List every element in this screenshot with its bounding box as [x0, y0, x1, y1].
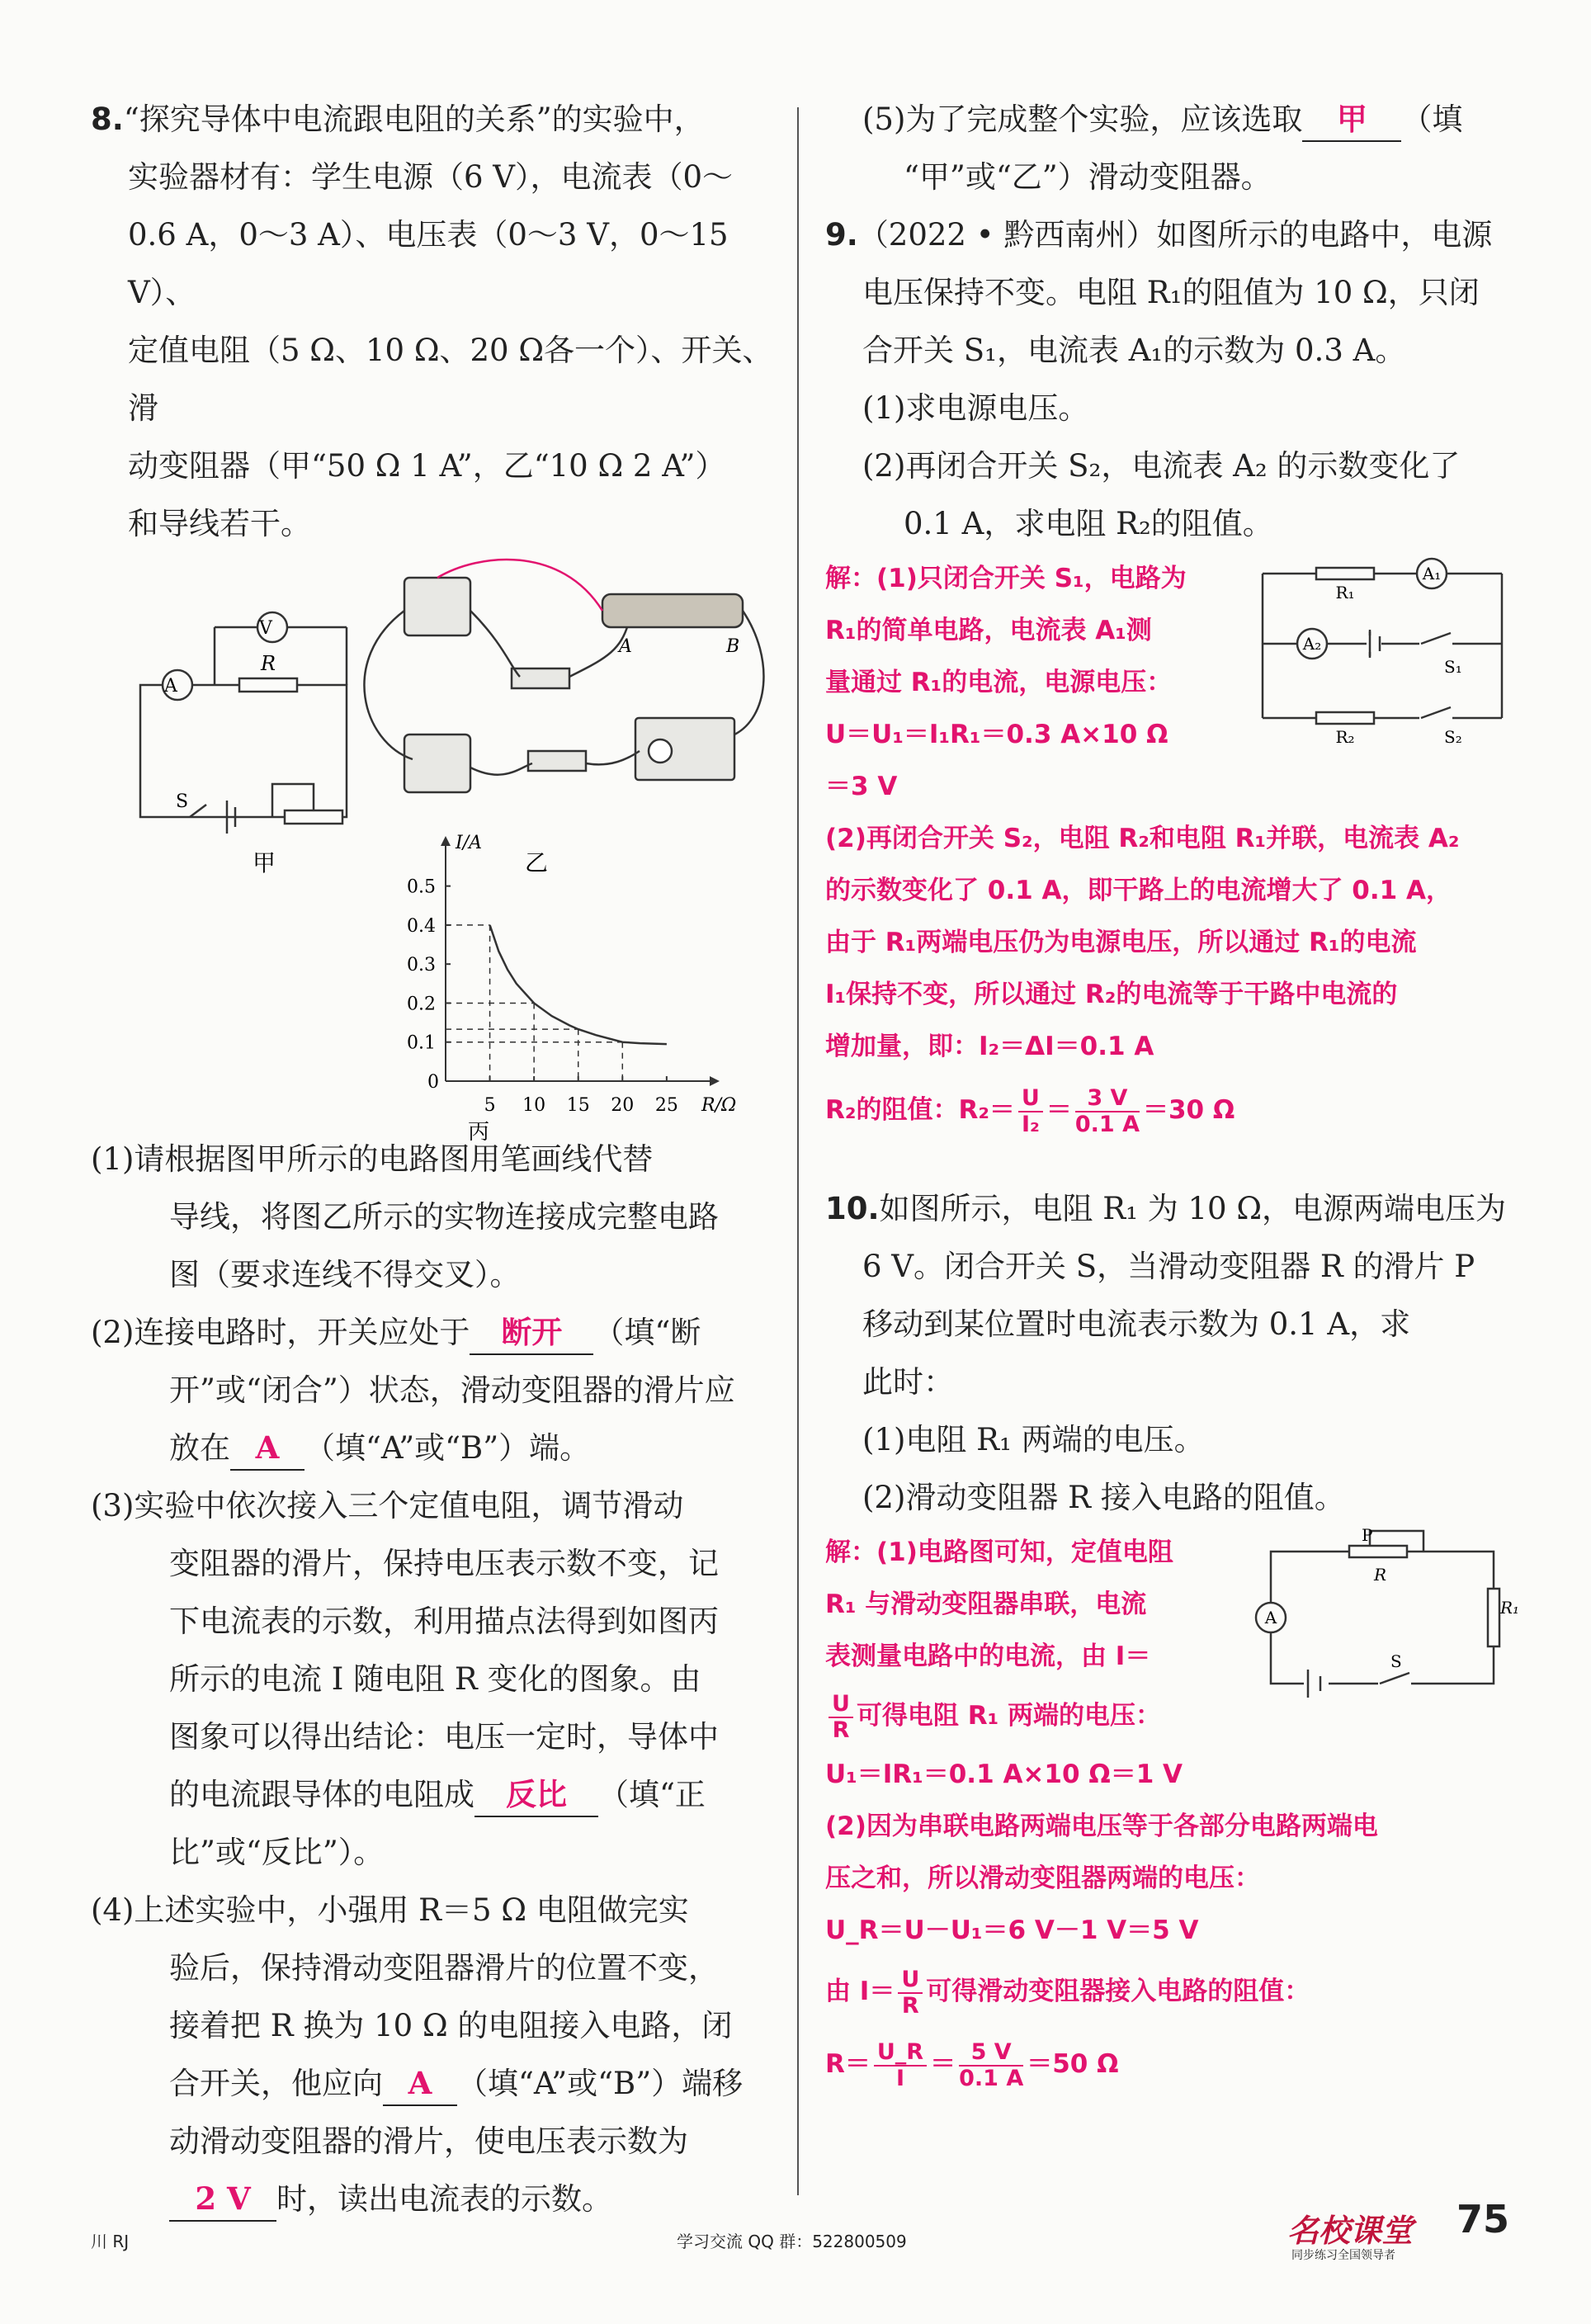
x-tick-label: 20 — [611, 1095, 635, 1116]
fraction — [1075, 1086, 1140, 1137]
solution-line: (2)因为串联电路两端电压等于各部分电路两端电 — [825, 1811, 1378, 1841]
stem-line: 定值电阻（5 Ω、10 Ω、20 Ω各一个）、开关、滑 — [128, 333, 773, 426]
ammeter-label: A — [1264, 1608, 1277, 1627]
part-2-text: 放在 — [169, 1430, 230, 1466]
question-9 — [825, 206, 1510, 553]
part-2-text: （填“断 — [593, 1315, 701, 1350]
solution-line: ＝3 V — [825, 772, 898, 801]
part-4-text: （填“A”或“B”）端移 — [457, 2066, 744, 2101]
solution-line: U_R＝U－U₁＝6 V－1 V＝5 V — [825, 1915, 1199, 1945]
page-number: 75 — [1456, 2197, 1510, 2241]
part-3-text: 的电流跟导体的电阻成 — [169, 1777, 474, 1812]
part-5-text: （填 — [1401, 102, 1463, 137]
y-tick-label: 0.1 — [407, 1032, 436, 1054]
y-tick-label: 0.3 — [407, 955, 436, 976]
fraction-numerator: U — [829, 1692, 853, 1718]
switch-s-label: S — [1390, 1651, 1402, 1671]
part-4-text: 动滑动变阻器的滑片，使电压表示数为 — [169, 2123, 688, 2159]
question-8-part-5 — [825, 91, 1510, 206]
figure-a-caption: 甲 — [252, 849, 276, 876]
solution-line: 增加量，即：I₂＝ΔI＝0.1 A — [825, 1032, 1154, 1061]
fraction-denominator: R — [901, 1992, 919, 2019]
footer-edition: 川 RJ — [91, 2232, 130, 2251]
question-number: 10. — [825, 1191, 880, 1226]
ammeter-a2-label: A₂ — [1302, 634, 1322, 654]
ammeter-a1-label: A₁ — [1422, 564, 1442, 583]
solution-part-2: U₁＝IR₁＝0.1 A×10 Ω＝1 V (2)因为串联电路两端电压等于各部分电路两端电 压之和，所以滑动变阻器两端的电压： U_R＝U－U₁＝6 V－1 V＝5 V 由 I＝ $\frac{U}{R}$ 可得滑动变阻器接入电路的阻值： R＝ $\frac{U\_R}{I}$ ＝ $\frac{5 V}{0.1 A}$ ＝50 Ω — [825, 1749, 1510, 2101]
figure-chart-c — [91, 833, 776, 1145]
rheostat-end-b: B — [726, 636, 740, 657]
brand-logo: 名校课堂 — [1287, 2213, 1414, 2249]
stem-line: 合开关 S₁，电流表 A₁的示数为 0.3 A。 — [862, 333, 1406, 368]
fraction-denominator: I — [895, 2065, 904, 2091]
sub-question: (1)求电源电压。 — [862, 390, 1089, 426]
x-tick-label: 10 — [522, 1095, 546, 1116]
question-8-parts — [91, 1131, 776, 2228]
fraction-numerator: U_R — [874, 2040, 927, 2067]
solution-line: 表测量电路中的电流，由 I＝ — [825, 1641, 1151, 1671]
answer-blank[interactable]: A — [230, 1426, 305, 1471]
part-4-text: 时，读出电流表的示数。 — [276, 2181, 612, 2217]
solution-text: R＝ — [825, 2049, 871, 2079]
part-2-text: 开”或“闭合”）状态，滑动变阻器的滑片应 — [169, 1372, 735, 1408]
y-axis-arrow — [441, 836, 451, 846]
stem-line: 动变阻器（甲“50 Ω 1 A”，乙“10 Ω 2 A”） — [128, 448, 726, 484]
solution-text: ＝30 Ω — [1142, 1095, 1235, 1125]
stem-line: 6 V。闭合开关 S，当滑动变阻器 R 的滑片 P — [862, 1249, 1475, 1284]
sub-question: (1)电阻 R₁ 两端的电压。 — [862, 1422, 1205, 1457]
solution-text: 由 I＝ — [825, 1977, 895, 2006]
figure-b-caption: 乙 — [524, 849, 549, 876]
part-4-text: 合开关，他应向 — [169, 2066, 383, 2101]
circuit-diagram-a — [140, 612, 347, 834]
figure-c-caption: 丙 — [467, 1120, 490, 1145]
solution-line: R₁的简单电路，电流表 A₁测 — [825, 616, 1152, 645]
solution-part-1 — [825, 553, 1221, 813]
stem-line: （2022 • 黔西南州）如图所示的电路中，电源 — [857, 217, 1493, 253]
resistor-label: R — [260, 652, 276, 675]
answer-blank[interactable]: 甲 — [1302, 97, 1401, 142]
question-10-solution — [825, 1525, 1520, 2101]
footer-qq-group: 学习交流 QQ 群：522800509 — [677, 2232, 907, 2251]
r2-label: R₂ — [1335, 727, 1355, 747]
solution-line: 量通过 R₁的电流，电源电压： — [825, 668, 1173, 697]
ammeter-symbol: A — [164, 676, 177, 697]
question-number: 8. — [91, 102, 124, 137]
solution-line: R₁ 与滑动变阻器串联，电流 — [825, 1589, 1147, 1619]
x-axis-arrow — [710, 1076, 720, 1086]
question-9-solution — [825, 553, 1510, 1147]
sub-question: 0.1 A，求电阻 R₂的阻值。 — [904, 506, 1273, 541]
part-5-text: “甲”或“乙”）滑动变阻器。 — [904, 159, 1272, 195]
fraction — [874, 2040, 927, 2091]
y-tick-label: 0.2 — [407, 994, 436, 1015]
part-5-text: (5)为了完成整个实验，应该选取 — [862, 102, 1303, 137]
solution-part-1 — [825, 1527, 1213, 1749]
answer-blank[interactable]: 反比 — [474, 1773, 598, 1817]
switch-label: S — [176, 791, 189, 812]
origin-label: 0 — [427, 1072, 439, 1093]
column-divider — [797, 107, 799, 2195]
solution-text: 可得电阻 R₁ 两端的电压： — [856, 1701, 1161, 1731]
stem-line: 和导线若干。 — [128, 506, 311, 541]
solution-line: U₁＝IR₁＝0.1 A×10 Ω＝1 V — [825, 1760, 1183, 1789]
brand-slogan: 同步练习全国领导者 — [1291, 2249, 1395, 2262]
r1-label: R₁ — [1335, 583, 1355, 602]
part-1-line: 导线，将图乙所示的实物连接成完整电路 — [169, 1199, 719, 1235]
solution-line: 压之和，所以滑动变阻器两端的电压： — [825, 1863, 1260, 1893]
solution-final: R₂的阻值：R₂＝ $\frac{U}{\text{I₂}}$ ＝ $\frac{3 V}{0.1 A}$ ＝30 Ω — [825, 1084, 1235, 1137]
sub-question: (2)滑动变阻器 R 接入电路的阻值。 — [862, 1480, 1345, 1515]
fraction-denominator: 0.1 A — [1074, 1111, 1140, 1137]
fraction — [959, 2040, 1023, 2091]
apparatus-photo-b — [364, 560, 763, 792]
y-tick-label: 0.5 — [407, 876, 436, 898]
question-number: 9. — [825, 217, 858, 253]
solution-line: U＝U₁＝I₁R₁＝0.3 A×10 Ω — [825, 720, 1168, 749]
answer-blank[interactable]: 2 V — [169, 2177, 276, 2222]
fraction-numerator: 3 V — [1075, 1086, 1140, 1112]
part-2-text: (2)连接电路时，开关应处于 — [91, 1315, 470, 1350]
left-column — [91, 91, 776, 2228]
r1-label: R₁ — [1500, 1598, 1520, 1618]
fraction — [1018, 1086, 1043, 1137]
y-tick-label: 0.4 — [407, 915, 436, 937]
part-4-line: 验后，保持滑动变阻器滑片的位置不变， — [169, 1950, 719, 1986]
fraction-denominator: I₂ — [1021, 1111, 1040, 1137]
stem-line: 实验器材有：学生电源（6 V），电流表（0～ — [128, 159, 734, 195]
part-1-line: 图（要求连线不得交叉）。 — [169, 1257, 521, 1292]
rheostat-r-label: R — [1374, 1565, 1387, 1585]
x-tick-label: 5 — [484, 1095, 496, 1116]
part-3-line: 图象可以得出结论：电压一定时，导体中 — [169, 1719, 719, 1755]
solution-line: 的示数变化了 0.1 A，即干路上的电流增大了 0.1 A， — [825, 876, 1452, 905]
stem-line: 电压保持不变。电阻 R₁的阻值为 10 Ω，只闭 — [862, 275, 1480, 310]
x-tick-label: 25 — [654, 1095, 678, 1116]
solution-text: ＝50 Ω — [1027, 2049, 1119, 2079]
stem-line: 移动到某位置时电流表示数为 0.1 A，求 — [862, 1306, 1411, 1342]
x-tick-label: 15 — [566, 1095, 590, 1116]
fraction-denominator: 0.1 A — [959, 2065, 1024, 2091]
q9-circuit-diagram — [1254, 557, 1510, 747]
rheostat-end-a: A — [619, 636, 632, 657]
switch-s2-label: S₂ — [1444, 727, 1462, 747]
answer-blank[interactable]: 断开 — [470, 1311, 593, 1355]
fraction — [898, 1967, 923, 2019]
q10-circuit-diagram — [1246, 1523, 1520, 1704]
sub-question: (2)再闭合开关 S₂，电流表 A₂ 的示数变化了 — [862, 448, 1461, 484]
part-1-line: (1)请根据图甲所示的电路图用笔画线代替 — [91, 1141, 654, 1177]
stem-line: 如图所示，电阻 R₁ 为 10 Ω，电源两端电压为 — [879, 1191, 1507, 1226]
fraction — [829, 1692, 853, 1743]
right-column — [825, 91, 1520, 2101]
stem-line: 此时： — [862, 1364, 954, 1400]
part-3-text: 比”或“反比”）。 — [169, 1835, 385, 1870]
part-3-text: （填“正 — [598, 1777, 706, 1812]
x-axis-label: R/Ω — [701, 1095, 737, 1116]
solution-line: (2)再闭合开关 S₂，电阻 R₂和电阻 R₁并联，电流表 A₂ — [825, 824, 1460, 853]
solution-line: 解：(1)只闭合开关 S₁，电路为 — [825, 564, 1187, 593]
part-3-line: 变阻器的滑片，保持电压表示数不变，记 — [169, 1546, 719, 1581]
slider-p-label: P — [1362, 1525, 1373, 1545]
solution-part-2 — [825, 813, 1510, 1147]
series-curve — [490, 925, 667, 1044]
stem-line: “探究导体中电流跟电阻的关系”的实验中， — [123, 102, 705, 137]
y-axis-label: I/A — [456, 833, 482, 853]
fraction-denominator: R — [832, 1717, 850, 1743]
stem-line: 0.6 A，0～3 A）、电压表（0～3 V，0～15 V）、 — [128, 217, 729, 310]
part-4-line: 接着把 R 换为 10 Ω 的电阻接入电路，闭 — [169, 2008, 733, 2043]
part-2-text: （填“A”或“B”）端。 — [305, 1430, 591, 1466]
answer-blank[interactable]: A — [383, 2062, 457, 2106]
part-4-line: (4)上述实验中，小强用 R＝5 Ω 电阻做完实 — [91, 1892, 689, 1928]
part-3-line: 下电流表的示数，利用描点法得到如图丙 — [169, 1604, 719, 1639]
solution-line: 解：(1)电路图可知，定值电阻 — [825, 1538, 1173, 1567]
switch-s1-label: S₁ — [1444, 657, 1462, 677]
question-10 — [825, 1180, 1510, 1527]
voltmeter-symbol: V — [259, 618, 272, 639]
solution-text: R₂的阻值：R₂＝ — [825, 1095, 1015, 1125]
fraction-numerator: U — [898, 1967, 923, 1994]
fraction-numerator: U — [1018, 1086, 1043, 1112]
question-8 — [91, 91, 776, 553]
fraction-numerator: 5 V — [959, 2040, 1023, 2067]
solution-line: 由于 R₁两端电压仍为电源电压，所以通过 R₁的电流 — [825, 928, 1417, 957]
part-3-line: 所示的电流 I 随电阻 R 变化的图象。由 — [169, 1661, 701, 1697]
solution-line: I₁保持不变，所以通过 R₂的电流等于干路中电流的 — [825, 980, 1398, 1009]
solution-text: 可得滑动变阻器接入电路的阻值： — [926, 1977, 1310, 2006]
part-3-line: (3)实验中依次接入三个定值电阻，调节滑动 — [91, 1488, 684, 1523]
